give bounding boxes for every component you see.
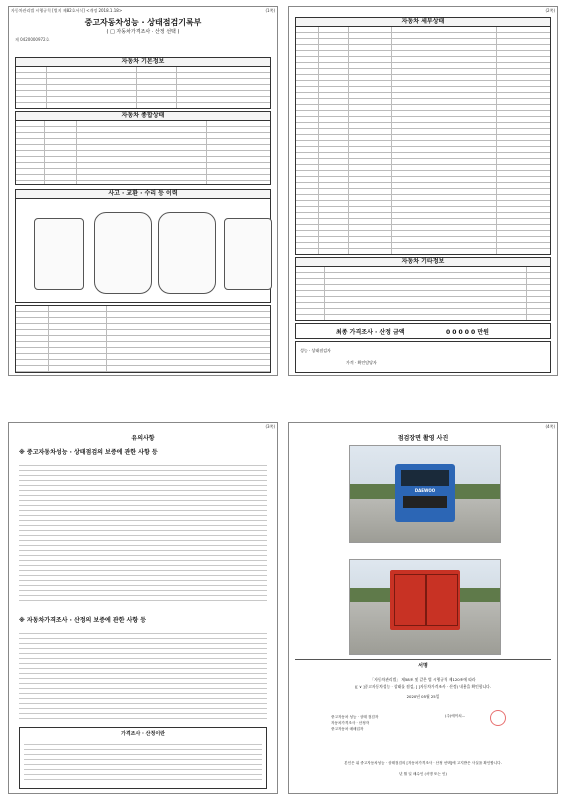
warranty-heading-2: ※ 자동차가격조사 · 산정의 보증에 관한 사항 등 <box>19 617 147 624</box>
signature-line-dealer: 중고자동차 매매업자 <box>331 727 364 731</box>
other-info-heading: 자동차 기타정보 <box>296 258 550 267</box>
buyer-signature-line: 년 월 일 매수인 (서명 또는 인) <box>399 772 447 776</box>
page-2-page-number: (2쪽) <box>545 8 555 13</box>
final-price-heading: 최종 가격조사 · 산정 금액 <box>336 329 405 336</box>
general-status-section <box>15 111 271 185</box>
detail-status-table <box>296 27 550 254</box>
car-diagram-left <box>34 218 84 290</box>
price-definition-text <box>24 740 262 784</box>
other-info-section <box>295 257 551 321</box>
signature-section <box>295 659 551 758</box>
page-3-page-number: (3쪽) <box>265 424 275 429</box>
accident-detail-section <box>15 305 271 373</box>
signature-line-appraiser: 자동차가격조사 · 산정자 <box>331 721 370 725</box>
car-diagram-right <box>224 218 272 290</box>
photo-section-title: 점검장면 촬영 사진 <box>397 435 449 442</box>
general-status-heading: 자동차 종합상태 <box>16 112 270 121</box>
signature-text-2: ([ ∨ ]중고자동차성능 · 상태를 점검, [ ]자동차가격조사 · 산정) 내용을 확인합니다. <box>354 684 492 689</box>
signature-lines <box>331 714 378 732</box>
final-price-section <box>295 323 551 339</box>
signature-title: 서명 <box>418 663 428 669</box>
inspection-photo-front <box>349 445 501 543</box>
page-1-header <box>11 8 275 14</box>
general-status-table <box>16 121 270 184</box>
other-info-table <box>296 267 550 320</box>
basic-info-table <box>16 67 270 108</box>
signature-date: 2020년 05월 25일 <box>406 694 440 699</box>
page-1-subtitle: ( □ 자동차가격조사 · 산정 선택 ) <box>106 29 180 35</box>
inspector-label: 성능 · 상태점검자 <box>300 348 331 353</box>
car-diagram-top <box>94 212 152 294</box>
record-number: 제 0420000972호 <box>15 37 50 42</box>
buyer-confirmation <box>297 761 549 777</box>
buyer-confirmation-text: 본인은 위 중고자동차성능 · 상태점검의 [자동차가격조사 · 산정 선택]에 고지받은 사실을 확인합니다. <box>344 761 502 765</box>
accident-history-section <box>15 189 271 303</box>
page-3 <box>8 422 278 794</box>
page-4 <box>288 422 558 794</box>
truck-front-image <box>395 464 455 522</box>
detail-status-section <box>295 17 551 255</box>
accident-history-heading: 사고 · 교환 · 수리 등 이력 <box>16 190 270 199</box>
inspector-section <box>295 341 551 373</box>
page-1-form-reference: 자동차관리법 시행규칙 [별지 제82호서식] <개정 2018.1.18> <box>11 8 123 13</box>
inspection-photo-rear <box>349 559 501 655</box>
page-1 <box>8 6 278 376</box>
page-4-page-number: (4쪽) <box>545 424 555 429</box>
page-1-page-number: (1쪽) <box>265 8 275 13</box>
truck-brand-label: DAEWOO <box>414 488 436 493</box>
warranty-text-2 <box>19 629 267 721</box>
final-price-value: 0 0 0 0 0 만원 <box>446 329 489 336</box>
basic-info-section <box>15 57 271 109</box>
seal-stamp-icon <box>490 710 506 726</box>
warranty-heading-1: ※ 중고자동차성능 · 상태점검의 보증에 관한 사항 등 <box>19 449 158 456</box>
page-1-title: 중고자동차성능 · 상태점검기록부 <box>84 18 202 27</box>
signature-text-1: 「자동차관리법」 제58조 및 같은 법 시행규칙 제120조에 따라 <box>370 677 476 682</box>
notice-title: 유의사항 <box>131 435 155 442</box>
signature-line-inspector: 중고자동차 성능 · 상태 점검자 <box>331 715 379 719</box>
basic-info-heading: 자동차 기본정보 <box>16 58 270 67</box>
page-2 <box>288 6 558 376</box>
signature-name: (주)에이치... <box>445 714 466 718</box>
warranty-text-1 <box>19 461 267 601</box>
truck-rear-image <box>390 570 460 630</box>
price-definition-box <box>19 727 267 789</box>
car-diagram-frame <box>158 212 216 294</box>
price-definition-title: 가격조사 · 산정이란 <box>120 731 166 737</box>
detail-status-heading: 자동차 세부상태 <box>296 18 550 27</box>
price-checker-label: 가격 · 확인담당자 <box>346 360 377 365</box>
accident-detail-table <box>16 306 270 372</box>
